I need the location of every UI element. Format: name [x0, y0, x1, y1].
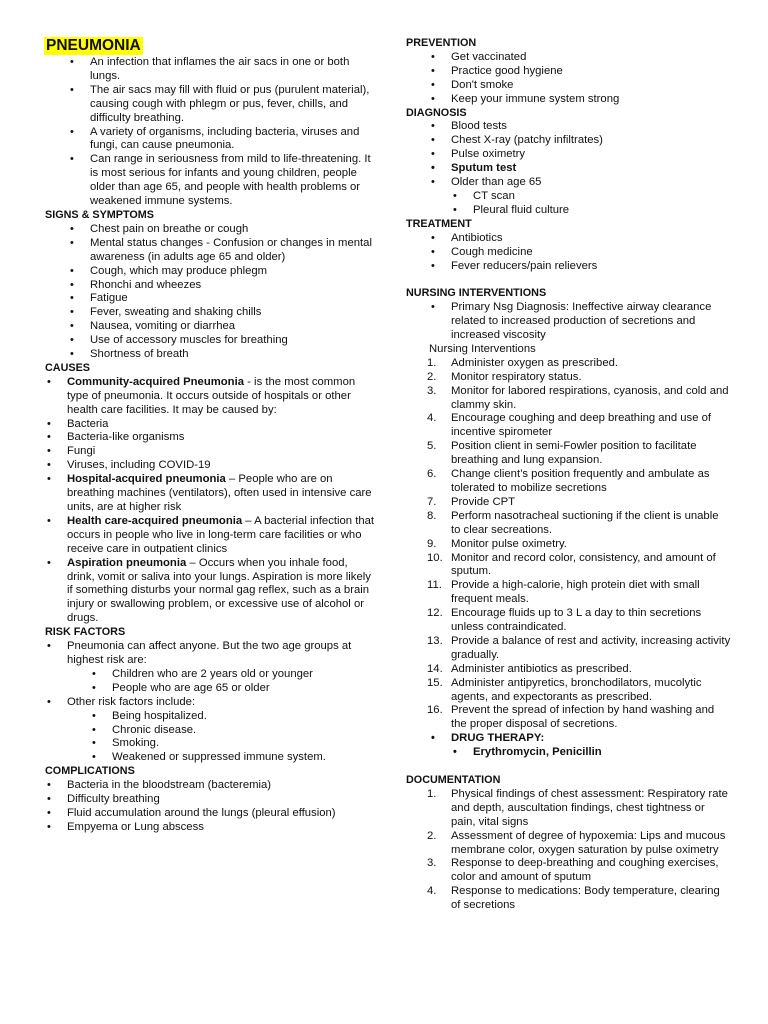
item-text: Provide a balance of rest and activity, increasing activity gradually.	[451, 634, 731, 661]
list-item: • Antibiotics	[451, 232, 731, 246]
list-item: • Erythromycin, Penicillin	[473, 746, 731, 760]
list-item: • Get vaccinated	[451, 51, 731, 65]
diagnosis-list	[406, 120, 731, 217]
list-item	[427, 662, 731, 677]
hospital-text: – People who are on breathing machines (ventilators), often used in intensive care units, are at higher risk	[67, 473, 372, 513]
list-item: • Empyema or Lung abscess	[67, 821, 375, 835]
risk-other-list	[67, 710, 375, 766]
list-item: • Use of accessory muscles for breathing	[90, 334, 375, 348]
nursing-interventions-label: Nursing Interventions	[429, 342, 536, 355]
hospital-term: Hospital-acquired pneumonia	[67, 473, 226, 486]
item-number: 11.	[427, 579, 442, 592]
right-column	[406, 37, 731, 913]
list-item: • Rhonchi and wheezes	[90, 279, 375, 293]
aspiration-term: Aspiration pneumonia	[67, 556, 187, 569]
list-item: • Mental status changes - Confusion or changes in mental awareness (in adults age 65 and older)	[90, 237, 375, 265]
prevention-heading: PREVENTION	[406, 37, 477, 49]
list-item	[427, 634, 731, 663]
list-item	[427, 579, 731, 607]
list-item: • Weakened or suppressed immune system.	[112, 751, 375, 765]
healthcare-text: – A bacterial infection that occurs in people who live in long-term care facilities or who receive care in outpatient clinics	[67, 514, 375, 555]
list-item	[427, 537, 731, 552]
complications-heading: COMPLICATIONS	[45, 765, 135, 778]
list-item	[67, 515, 375, 557]
left-column	[45, 37, 375, 835]
item-text: Response to deep-breathing and coughing exercises, color and amount of sputum	[451, 857, 719, 884]
list-item: • Shortness of breath	[90, 348, 375, 362]
list-item: • Being hospitalized.	[112, 710, 375, 724]
list-item: • Nausea, vomiting or diarrhea	[90, 320, 375, 334]
list-item: • Chronic disease.	[112, 724, 375, 738]
list-item: • Viruses, including COVID-19	[67, 459, 375, 473]
diagnosis-heading: DIAGNOSIS	[406, 106, 467, 119]
drug-therapy-list	[406, 732, 731, 760]
item-number: 15.	[427, 676, 443, 689]
list-item: • The air sacs may fill with fluid or pus (purulent material), causing cough with phlegm or pus, fever, chills, and difficulty breathing.	[90, 84, 375, 126]
list-item: • Keep your immune system strong	[451, 93, 731, 107]
documentation-list	[406, 788, 731, 913]
item-text: Monitor and record color, consistency, and amount of sputum.	[451, 551, 716, 578]
spacer	[406, 760, 731, 774]
item-text: Physical findings of chest assessment: Respiratory rate and depth, auscultation findings, chest tightness or pain, vital signs	[451, 787, 728, 828]
list-item	[427, 829, 731, 858]
list-item	[427, 885, 731, 913]
healthcare-term: Health care-acquired pneumonia	[67, 514, 243, 527]
risk-groups	[67, 668, 375, 696]
list-item	[427, 384, 731, 413]
item-number: 4.	[427, 412, 437, 425]
community-text: - is the most common type of pneumonia. It occurs outside of hospitals or other health care facilities. It may be caused by:	[67, 375, 356, 416]
item-number: 3.	[427, 857, 437, 870]
diagnosis-older: Older than age 65	[451, 176, 542, 189]
item-text: Administer antibiotics as prescribed.	[451, 662, 632, 675]
item-number: 2.	[427, 370, 437, 383]
list-item	[427, 412, 731, 440]
item-text: Administer antipyretics, bronchodilators, mucolytic agents, and expectorants as prescribed.	[451, 676, 702, 703]
list-item	[427, 495, 731, 510]
list-item: • Primary Nsg Diagnosis: Ineffective airway clearance related to increased production of secretions and increased viscosity	[451, 301, 731, 343]
list-item	[67, 557, 375, 627]
item-text: Change client’s position frequently and ambulate as tolerated to mobilize secretions	[451, 468, 710, 494]
list-item: • Pleural fluid culture	[473, 204, 731, 218]
diagnosis-sub-list	[451, 190, 731, 218]
list-item: • Difficulty breathing	[67, 793, 375, 807]
item-number: 1.	[427, 356, 437, 369]
spacer	[406, 273, 731, 287]
list-item: • A variety of organisms, including bacteria, viruses and fungi, can cause pneumonia.	[90, 126, 375, 154]
item-text: Encourage fluids up to 3 L a day to thin secretions unless contraindicated.	[451, 607, 702, 634]
list-item: • Blood tests	[451, 120, 731, 134]
item-number: 4.	[427, 885, 437, 898]
list-item	[427, 370, 731, 385]
item-number: 9.	[427, 537, 437, 550]
list-item: • CT scan	[473, 190, 731, 204]
item-text: Encourage coughing and deep breathing and use of incentive spirometer	[451, 412, 712, 439]
list-item: • Don't smoke	[451, 79, 731, 93]
list-item	[427, 857, 731, 885]
intro-list	[45, 56, 375, 209]
list-item: • Fluid accumulation around the lungs (pleural effusion)	[67, 807, 375, 821]
list-item	[451, 176, 731, 218]
drug-therapy-label: DRUG THERAPY:	[451, 732, 545, 745]
treatment-list	[406, 232, 731, 274]
list-item: • Fever, sweating and shaking chills	[90, 306, 375, 320]
item-text: Monitor for labored respirations, cyanosis, and cold and clammy skin.	[451, 384, 729, 411]
item-text: Administer oxygen as prescribed.	[451, 356, 619, 369]
list-item	[427, 468, 731, 496]
item-number: 16.	[427, 704, 443, 717]
signs-heading: SIGNS & SYMPTOMS	[45, 208, 154, 221]
nursing-heading: NURSING INTERVENTIONS	[406, 287, 547, 300]
item-number: 1.	[427, 787, 437, 800]
list-item: • Practice good hygiene	[451, 65, 731, 79]
item-number: 2.	[427, 829, 437, 842]
list-item: • Fungi	[67, 445, 375, 459]
item-text: Perform nasotracheal suctioning if the client is unable to clear secreations.	[451, 509, 719, 536]
list-item: • Can range in seriousness from mild to life-threatening. It is most serious for infants and young children, people older than age 65, and people with health problems or weakened immune systems.	[90, 153, 375, 209]
causes-list	[45, 376, 375, 626]
list-item	[67, 473, 375, 515]
item-number: 10.	[427, 551, 443, 564]
causes-heading: CAUSES	[45, 361, 90, 374]
list-item: • Children who are 2 years old or younger	[112, 668, 375, 682]
documentation-heading: DOCUMENTATION	[406, 774, 501, 786]
list-item: • Chest pain on breathe or cough	[90, 223, 375, 237]
item-text: Monitor pulse oximetry.	[451, 537, 567, 550]
list-item	[427, 356, 731, 371]
list-item: • Bacteria	[67, 418, 375, 432]
item-text: Position client in semi-Fowler position to facilitate breathing and lung expansion.	[451, 440, 697, 467]
treatment-heading: TREATMENT	[406, 217, 472, 230]
list-item	[427, 676, 731, 705]
list-item	[67, 640, 375, 696]
risk-heading: RISK FACTORS	[45, 626, 126, 639]
list-item: • Chest X-ray (patchy infiltrates)	[451, 134, 731, 148]
list-item: • Smoking.	[112, 737, 375, 751]
item-text: Provide a high-calorie, high protein diet with small frequent meals.	[451, 579, 700, 606]
list-item: • Bacteria in the bloodstream (bacteremia)	[67, 779, 375, 793]
list-item	[427, 551, 731, 580]
drug-list	[451, 746, 731, 760]
complications-list	[45, 779, 375, 835]
list-item	[427, 509, 731, 538]
list-item: • Bacteria-like organisms	[67, 431, 375, 445]
item-number: 12.	[427, 607, 443, 620]
item-number: 7.	[427, 495, 437, 508]
list-item: • Cough medicine	[451, 246, 731, 260]
item-text: Monitor respiratory status.	[451, 370, 582, 383]
signs-list	[45, 223, 375, 362]
list-item	[427, 607, 731, 635]
page-title: PNEUMONIA	[46, 37, 141, 54]
item-number: 8.	[427, 509, 437, 522]
item-number: 14.	[427, 662, 443, 675]
list-item: • Fever reducers/pain relievers	[451, 260, 731, 274]
list-item: • Fatigue	[90, 292, 375, 306]
list-item: • People who are age 65 or older	[112, 682, 375, 696]
nursing-primary-list	[406, 301, 731, 343]
item-number: 13.	[427, 634, 443, 647]
list-item: • Cough, which may produce phlegm	[90, 265, 375, 279]
list-item: • Sputum test	[451, 162, 731, 176]
list-item	[451, 732, 731, 760]
item-number: 6.	[427, 468, 437, 481]
list-item	[67, 376, 375, 418]
item-number: 5.	[427, 440, 437, 453]
item-text: Assessment of degree of hypoxemia: Lips and mucous membrane color, oxygen saturation by pulse oximetry	[451, 829, 726, 856]
list-item: • Pulse oximetry	[451, 148, 731, 162]
risk-list	[45, 640, 375, 765]
aspiration-text: – Occurs when you inhale food, drink, vomit or saliva into your lungs. Aspiration is more likely if something disturbs your normal gag reflex, such as a brain injury or swallowing problem, or excessive use of alcohol or drugs.	[67, 556, 371, 625]
item-text: Response to medications: Body temperature, clearing of secretions	[451, 885, 720, 912]
community-term: Community-acquired Pneumonia	[67, 375, 245, 388]
risk-other: Other risk factors include:	[67, 695, 196, 708]
list-item	[427, 787, 731, 830]
item-text: Prevent the spread of infection by hand washing and the proper disposal of secretions.	[451, 704, 715, 731]
list-item	[427, 704, 731, 732]
item-text: Provide CPT	[451, 495, 516, 508]
list-item	[67, 696, 375, 766]
list-item: • An infection that inflames the air sacs in one or both lungs.	[90, 56, 375, 84]
nursing-interventions-list	[406, 357, 731, 732]
list-item	[427, 440, 731, 468]
prevention-list	[406, 51, 731, 107]
item-number: 3.	[427, 384, 437, 397]
risk-intro: Pneumonia can affect anyone. But the two age groups at highest risk are:	[67, 640, 352, 666]
